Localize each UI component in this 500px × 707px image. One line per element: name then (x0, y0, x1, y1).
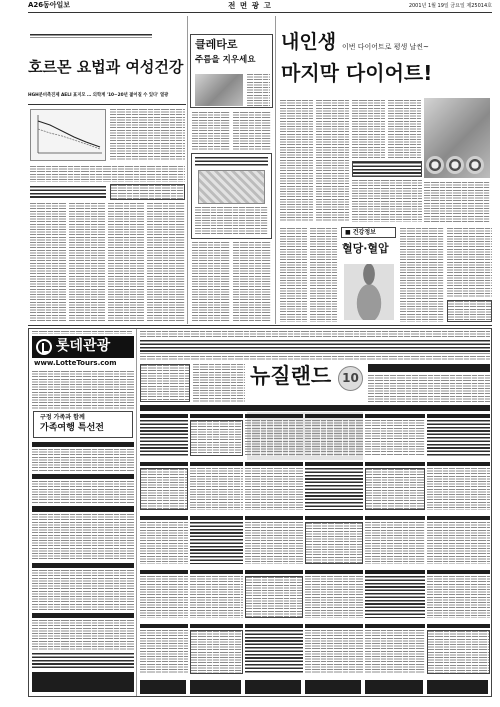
listing-header (305, 570, 363, 574)
listing-header (245, 624, 303, 628)
column-divider (275, 16, 276, 324)
tour-listing (305, 522, 363, 564)
figure-illustration (344, 264, 394, 320)
listing-header (305, 624, 363, 628)
listing-header (427, 462, 490, 466)
tour-listing (427, 630, 490, 674)
body-column (69, 203, 105, 322)
listing-header (190, 624, 243, 628)
hormone-article-title: 호르몬 요법과 여성건강 (28, 58, 184, 76)
tagline-text (32, 331, 132, 334)
tour-listing (32, 481, 134, 503)
listing-header (190, 570, 243, 574)
info-box (110, 184, 185, 200)
destination-badge (338, 366, 363, 391)
wrinkle-article-title: 클레타로 (195, 38, 238, 51)
header-rule (28, 12, 492, 13)
tour-listing (427, 522, 490, 564)
promo-headline: 가족여행 특선전 (40, 423, 104, 433)
diagram-image (198, 170, 265, 204)
listing-header (365, 624, 425, 628)
body-text (247, 74, 270, 106)
tour-listing (305, 630, 363, 674)
tour-listing (140, 468, 188, 510)
column-divider (136, 329, 137, 696)
lotte-logo (32, 336, 134, 358)
body-text (30, 166, 185, 182)
offer-box (352, 161, 422, 177)
phone-box (32, 672, 134, 692)
body-column (233, 242, 271, 322)
health-info-title: 혈당·혈압 (342, 242, 389, 255)
body-column (310, 228, 337, 322)
body-column (352, 100, 385, 158)
body-column (233, 112, 271, 150)
phone-box (305, 680, 361, 694)
tour-listing (190, 576, 243, 618)
listing-header (245, 462, 303, 466)
contact-box (447, 300, 492, 322)
promo-box (140, 364, 190, 402)
listing-header (32, 474, 134, 479)
tour-listing (245, 630, 303, 674)
tour-listing (368, 375, 490, 402)
tour-listing (140, 420, 188, 456)
listing-header (365, 462, 425, 466)
contact-text (32, 653, 134, 669)
listing-header (140, 414, 188, 418)
body-column (447, 228, 492, 298)
body-column (388, 100, 421, 158)
listing-header (32, 563, 134, 568)
brand-name: 롯데관광 (56, 338, 111, 354)
body-column (192, 112, 230, 150)
tour-listing (365, 420, 425, 456)
tour-listing (190, 630, 243, 674)
body-column (30, 203, 66, 322)
listing-header (140, 516, 188, 520)
tour-listing (32, 620, 134, 650)
listing-header (32, 613, 134, 618)
listing-header (32, 442, 134, 447)
body-column (316, 100, 349, 222)
wrinkle-article-title-line2: 주름을 지우세요 (195, 55, 256, 65)
listing-header (190, 414, 243, 418)
listing-header (140, 462, 188, 466)
tour-listing (32, 570, 134, 610)
tour-listing (427, 420, 490, 456)
body-column (108, 203, 144, 322)
product-image (446, 156, 464, 174)
tour-listing (305, 468, 363, 510)
lead-text (30, 186, 106, 198)
phone-box (427, 680, 488, 694)
tour-listing (245, 576, 303, 618)
tour-listing (140, 576, 188, 618)
tour-listing (190, 420, 243, 456)
destination-title: 뉴질랜드 (250, 364, 332, 388)
body-column (280, 100, 313, 222)
listing-header (365, 570, 425, 574)
badge-number: 10 (342, 371, 359, 385)
page-number: A26 (28, 1, 44, 9)
title-rule (28, 104, 186, 105)
tour-listing (427, 576, 490, 618)
body-text (110, 109, 185, 161)
tour-listing (140, 522, 188, 564)
tour-listing (32, 449, 134, 471)
listing-header (305, 462, 363, 466)
lotte-logo-icon (36, 339, 52, 355)
newspaper-name: 동아일보 (43, 1, 71, 9)
listing-header (245, 570, 303, 574)
listing-header (427, 516, 490, 520)
promo-line: 구정 가족과 함께 (40, 414, 85, 421)
box-heading (195, 157, 268, 167)
phone-box (245, 680, 301, 694)
tour-listing (245, 468, 303, 510)
section-label: 전 면 광 고 (228, 1, 272, 10)
listing-header (365, 414, 425, 418)
diet-article-tagline: 이번 다이어트로 평생 날씬~ (342, 43, 429, 51)
listing-header (245, 414, 303, 418)
listing-header (427, 414, 490, 418)
phone-box (190, 680, 241, 694)
tour-listing (365, 468, 425, 510)
box-text (195, 207, 268, 235)
diet-article-title: 내인생 (281, 31, 337, 53)
body-column (147, 203, 185, 322)
tour-listing (365, 522, 425, 564)
tour-listing (32, 371, 134, 409)
tour-listing (305, 420, 363, 456)
listing-header (32, 506, 134, 512)
listing-header (305, 516, 363, 520)
tour-listing (365, 576, 425, 618)
product-image (466, 156, 484, 174)
tour-listing (193, 364, 245, 402)
face-photo (195, 74, 243, 106)
listing-header (368, 364, 490, 372)
body-column (192, 242, 230, 322)
listing-header (190, 516, 243, 520)
announcement-text (140, 356, 490, 361)
hormone-article-subtitle: HGH분비촉진제 AELI 표지모 … 의학계 '10~20년 젊어질 수 있다' 열광 (28, 93, 169, 98)
phone-box (140, 680, 186, 694)
tour-listing (32, 514, 134, 560)
tour-listing (365, 630, 425, 674)
family-tour-promo-box (33, 411, 133, 438)
listing-header (140, 624, 188, 628)
headline-banner (140, 340, 490, 354)
listing-header (140, 405, 490, 411)
listing-header (365, 516, 425, 520)
tour-listing (140, 630, 188, 674)
section-divider (28, 325, 492, 326)
listing-header (245, 516, 303, 520)
tour-listing (190, 468, 243, 510)
listing-header (305, 414, 363, 418)
tour-listing (305, 576, 363, 618)
column-divider (187, 16, 188, 324)
health-info-kicker: ■ 건강정보 (345, 229, 376, 236)
listing-header (190, 462, 243, 466)
body-column (352, 180, 422, 222)
product-image (426, 156, 444, 174)
tour-listing (245, 420, 303, 456)
listing-header (140, 570, 188, 574)
announcement-text (140, 331, 490, 338)
diet-article-title-line2: 마지막 다이어트! (281, 61, 433, 85)
brand-website: www.LotteTours.com (34, 359, 117, 367)
phone-box (365, 680, 423, 694)
tour-listing (427, 468, 490, 510)
tour-listing (245, 522, 303, 564)
listing-header (427, 624, 490, 628)
body-text (424, 182, 490, 222)
kicker-line (30, 34, 152, 38)
hormone-graph (30, 109, 106, 161)
listing-header (427, 570, 490, 574)
tour-listing (190, 522, 243, 564)
health-info-kicker-box (341, 227, 396, 238)
body-column (280, 228, 307, 322)
issue-date: 2001년 1월 19일 금요일 제25014호 (408, 2, 492, 9)
body-column (400, 228, 444, 322)
